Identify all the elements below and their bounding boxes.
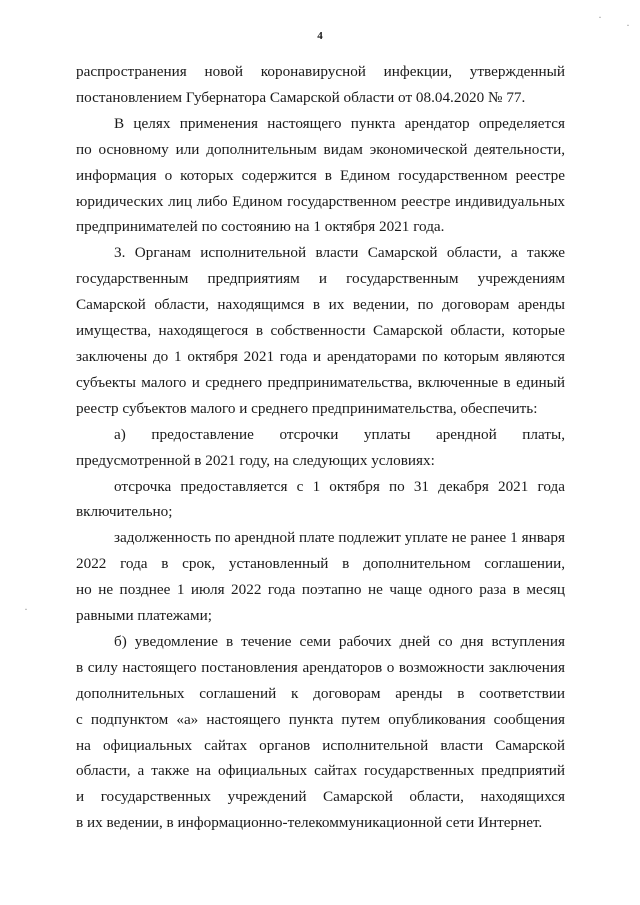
- text-line: предпринимателей по состоянию на 1 октября 2021 года.: [76, 218, 445, 236]
- text-line: но не позднее 1 июля 2022 года поэтапно не чаще одного раза в месяц: [76, 581, 565, 599]
- text-line: задолженность по арендной плате подлежит уплате не ранее 1 января: [114, 529, 565, 547]
- paragraph-debt-payment: [76, 525, 565, 629]
- paragraph-continuation: [76, 59, 565, 111]
- paragraph-arrendator-definition: [76, 111, 565, 241]
- text-line: в силу настоящего постановления арендаторов о возможности заключения: [76, 658, 565, 676]
- text-line: предусмотренной в 2021 году, на следующих условиях:: [76, 451, 435, 469]
- text-line: на официальных сайтах органов исполнительной власти Самарской: [76, 736, 565, 754]
- text-line: области, а также на официальных сайтах государственных предприятий: [76, 762, 565, 780]
- paragraph-subitem-a: [76, 422, 565, 474]
- text-line: равными платежами;: [76, 607, 212, 625]
- text-line: 3. Органам исполнительной власти Самарской области, а также: [114, 244, 565, 262]
- text-line: по основному или дополнительным видам экономической деятельности,: [76, 140, 565, 158]
- text-line: государственным предприятиям и государственным учреждениям: [76, 270, 565, 288]
- text-line: включительно;: [76, 503, 173, 521]
- text-line: в их ведении, в информационно-телекоммуникационной сети Интернет.: [76, 814, 543, 832]
- text-line: информация о которых содержится в Едином государственном реестре: [76, 166, 565, 184]
- text-line: б) уведомление в течение семи рабочих дней со дня вступления: [114, 632, 565, 650]
- text-line: с подпунктом «а» настоящего пункта путем опубликования сообщения: [76, 710, 565, 728]
- text-line: Самарской области, находящимся в их ведении, по договорам аренды: [76, 296, 565, 314]
- paragraph-subitem-b: [76, 629, 565, 836]
- text-line: В целях применения настоящего пункта арендатор определяется: [114, 114, 565, 132]
- text-line: реестр субъектов малого и среднего предпринимательства, обеспечить:: [76, 399, 538, 417]
- scan-speck: ·: [598, 10, 602, 24]
- text-line: юридических лиц либо Едином государственном реестре индивидуальных: [76, 192, 565, 210]
- text-line: постановлением Губернатора Самарской области от 08.04.2020 № 77.: [76, 88, 526, 106]
- text-line: имущества, находящегося в собственности Самарской области, которые: [76, 322, 565, 340]
- text-line: распространения новой коронавирусной инфекции, утвержденный: [76, 63, 565, 80]
- text-line: 2022 года в срок, установленный в дополнительном соглашении,: [76, 555, 565, 573]
- paragraph-deferral-period: [76, 474, 565, 526]
- text-line: и государственных учреждений Самарской области, находящихся: [76, 788, 565, 806]
- scan-speck: ·: [626, 18, 630, 32]
- text-line: заключены до 1 октября 2021 года и арендаторами по которым являются: [76, 347, 565, 365]
- text-line: отсрочка предоставляется с 1 октября по 31 декабря 2021 года: [114, 477, 565, 495]
- page-number: 4: [317, 30, 323, 42]
- paragraph-item-3: [76, 240, 565, 421]
- scan-speck: ·: [24, 602, 28, 616]
- text-line: субъекты малого и среднего предпринимательства, включенные в единый: [76, 373, 565, 391]
- text-line: а) предоставление отсрочки уплаты арендной платы,: [114, 425, 565, 443]
- text-line: дополнительных соглашений к договорам аренды в соответствии: [76, 684, 565, 702]
- document-body: [76, 59, 565, 836]
